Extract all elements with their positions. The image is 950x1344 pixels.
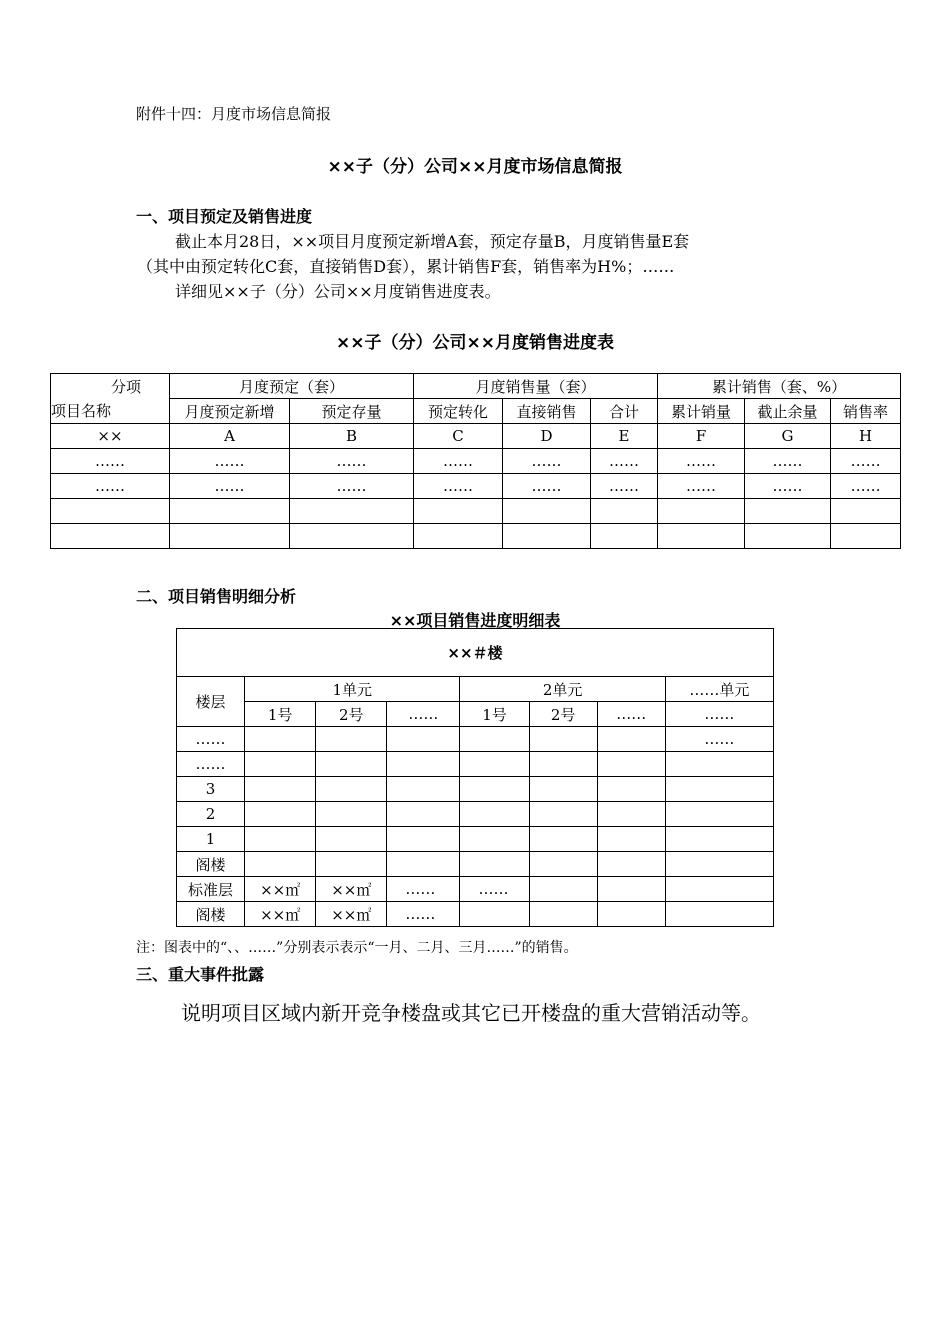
table-cell	[316, 752, 387, 777]
table2-title: ××项目销售进度明细表	[389, 611, 561, 630]
table-cell	[591, 524, 658, 549]
section2-heading: 二、项目销售明细分析	[136, 587, 297, 606]
table-cell: 3	[177, 777, 245, 802]
table1-sub-header: 预定转化	[414, 399, 503, 424]
table-cell	[665, 902, 773, 927]
table1-sub-header: 销售率	[831, 399, 901, 424]
room-header: 1号	[245, 702, 316, 727]
table-cell: ……	[745, 449, 831, 474]
table-cell: ……	[414, 449, 503, 474]
table1-group-header: 月度预定（套）	[170, 374, 414, 399]
table-cell	[245, 827, 316, 852]
table-cell: 阁楼	[177, 902, 245, 927]
table-cell: ××	[51, 424, 170, 449]
section3-heading: 三、重大事件批露	[136, 965, 265, 984]
table-cell	[316, 727, 387, 752]
table-cell	[460, 752, 529, 777]
table-cell	[665, 802, 773, 827]
room-header: 2号	[529, 702, 597, 727]
table-cell	[831, 524, 901, 549]
table-cell	[460, 802, 529, 827]
table-cell	[597, 727, 665, 752]
building-header: ××＃楼	[177, 629, 774, 677]
sales-progress-table	[50, 373, 901, 549]
table-cell	[387, 752, 460, 777]
unit-header: 1单元	[245, 677, 460, 702]
table-cell	[529, 777, 597, 802]
table-cell: E	[591, 424, 658, 449]
table-cell: ……	[503, 449, 591, 474]
table-cell	[387, 852, 460, 877]
table-cell	[51, 499, 170, 524]
section1-heading: 一、项目预定及销售进度	[136, 207, 313, 226]
table-cell	[665, 877, 773, 902]
table-cell	[414, 524, 503, 549]
room-header: ……	[665, 702, 773, 727]
table-row	[177, 752, 774, 777]
table-cell: 1	[177, 827, 245, 852]
table-cell: ……	[177, 752, 245, 777]
table-row	[51, 499, 901, 524]
note-text: 注：图表中的“、、……”分别表示表示“一月、二月、三月……”的销售。	[136, 940, 578, 956]
table-cell	[529, 752, 597, 777]
table-cell: ……	[460, 877, 529, 902]
table-cell: ……	[591, 474, 658, 499]
table-cell	[245, 727, 316, 752]
table-row	[177, 727, 774, 752]
room-header: ……	[597, 702, 665, 727]
table-cell	[316, 827, 387, 852]
table-cell	[387, 802, 460, 827]
table1-corner-bottom: 项目名称	[51, 399, 170, 424]
table-cell	[658, 524, 745, 549]
table-cell	[529, 802, 597, 827]
table-cell: 2	[177, 802, 245, 827]
table-row	[177, 902, 774, 927]
table-cell	[831, 499, 901, 524]
room-header: 2号	[316, 702, 387, 727]
table-cell	[503, 524, 591, 549]
table-cell	[529, 902, 597, 927]
table-cell: ……	[658, 449, 745, 474]
table-cell	[51, 524, 170, 549]
table-cell: ……	[51, 449, 170, 474]
section3-body: 说明项目区域内新开竞争楼盘或其它已开楼盘的重大营销活动等。	[181, 1001, 761, 1025]
table-cell: ……	[290, 449, 414, 474]
table-row	[51, 449, 901, 474]
table-cell	[245, 802, 316, 827]
building-sales-detail-table	[176, 628, 774, 927]
table-cell	[460, 902, 529, 927]
table-cell	[414, 499, 503, 524]
unit-header: ……单元	[665, 677, 773, 702]
table-cell	[745, 499, 831, 524]
main-title: ××子（分）公司××月度市场信息简报	[327, 157, 623, 177]
table-cell: ……	[290, 474, 414, 499]
table-cell	[170, 524, 290, 549]
table-cell: ××㎡	[245, 902, 316, 927]
table-row	[177, 877, 774, 902]
table-cell	[529, 727, 597, 752]
table-cell	[745, 524, 831, 549]
table-cell	[665, 752, 773, 777]
table-cell: ……	[503, 474, 591, 499]
table-cell	[665, 777, 773, 802]
table-cell	[529, 827, 597, 852]
table-cell: ……	[387, 902, 460, 927]
table-row	[177, 802, 774, 827]
room-header: ……	[387, 702, 460, 727]
table-cell: ……	[387, 877, 460, 902]
table-cell: ……	[665, 727, 773, 752]
table-cell	[170, 499, 290, 524]
table-row	[51, 524, 901, 549]
table-cell: G	[745, 424, 831, 449]
table1-corner-top: 分项	[51, 374, 170, 399]
table-cell: ……	[591, 449, 658, 474]
table-cell	[316, 777, 387, 802]
table1-sub-header: 预定存量	[290, 399, 414, 424]
table-cell	[597, 852, 665, 877]
table-row	[177, 827, 774, 852]
section1-para1-line1: 截止本月28日，××项目月度预定新增A套，预定存量B，月度销售量E套	[175, 232, 690, 251]
table-cell: ……	[414, 474, 503, 499]
table1-sub-header: 累计销量	[658, 399, 745, 424]
table1-sub-header: 月度预定新增	[170, 399, 290, 424]
table-cell	[460, 827, 529, 852]
table-cell: C	[414, 424, 503, 449]
table-cell	[290, 524, 414, 549]
table-cell: ……	[831, 474, 901, 499]
section1-para2: 详细见××子（分）公司××月度销售进度表。	[175, 282, 501, 301]
table-row	[177, 852, 774, 877]
table-cell: H	[831, 424, 901, 449]
table-cell: ……	[658, 474, 745, 499]
table-cell	[290, 499, 414, 524]
table-cell: ××㎡	[316, 902, 387, 927]
table1-group-header: 累计销售（套、%）	[658, 374, 901, 399]
floor-header: 楼层	[177, 677, 245, 727]
table-cell: ××㎡	[245, 877, 316, 902]
table-cell	[597, 827, 665, 852]
table-cell	[529, 877, 597, 902]
table1-sub-header: 截止余量	[745, 399, 831, 424]
table-cell	[665, 852, 773, 877]
table-cell	[597, 752, 665, 777]
table-row	[51, 424, 901, 449]
table-cell	[460, 852, 529, 877]
table1-title: ××子（分）公司××月度销售进度表	[336, 333, 614, 353]
table-cell: ……	[745, 474, 831, 499]
table-cell	[529, 852, 597, 877]
table-cell	[591, 499, 658, 524]
table-cell: ……	[170, 449, 290, 474]
unit-header: 2单元	[460, 677, 665, 702]
table-cell: ……	[177, 727, 245, 752]
table1-group-header: 月度销售量（套）	[414, 374, 658, 399]
table-cell: 阁楼	[177, 852, 245, 877]
table-cell	[245, 852, 316, 877]
section1-para1-line2: （其中由预定转化C套，直接销售D套），累计销售F套，销售率为H%；……	[137, 257, 675, 276]
attachment-label: 附件十四：月度市场信息简报	[136, 105, 332, 123]
table-cell	[658, 499, 745, 524]
table-cell: A	[170, 424, 290, 449]
table-row	[51, 474, 901, 499]
table-cell	[503, 499, 591, 524]
table-cell: ……	[831, 449, 901, 474]
table-cell	[387, 727, 460, 752]
table-cell	[316, 802, 387, 827]
table-cell	[665, 827, 773, 852]
table-cell: ……	[170, 474, 290, 499]
table-cell	[387, 827, 460, 852]
table-cell	[597, 802, 665, 827]
table-row	[177, 777, 774, 802]
table-cell	[316, 852, 387, 877]
table1-sub-header: 直接销售	[503, 399, 591, 424]
table-cell: ……	[51, 474, 170, 499]
room-header: 1号	[460, 702, 529, 727]
table-cell: F	[658, 424, 745, 449]
table-cell	[245, 777, 316, 802]
table-cell	[387, 777, 460, 802]
table-cell: D	[503, 424, 591, 449]
table-cell: ××㎡	[316, 877, 387, 902]
table-cell: 标准层	[177, 877, 245, 902]
table-cell: B	[290, 424, 414, 449]
table-cell	[460, 777, 529, 802]
table-cell	[460, 727, 529, 752]
table-cell	[597, 902, 665, 927]
table1-sub-header: 合计	[591, 399, 658, 424]
table-cell	[597, 877, 665, 902]
table-cell	[597, 777, 665, 802]
table-cell	[245, 752, 316, 777]
